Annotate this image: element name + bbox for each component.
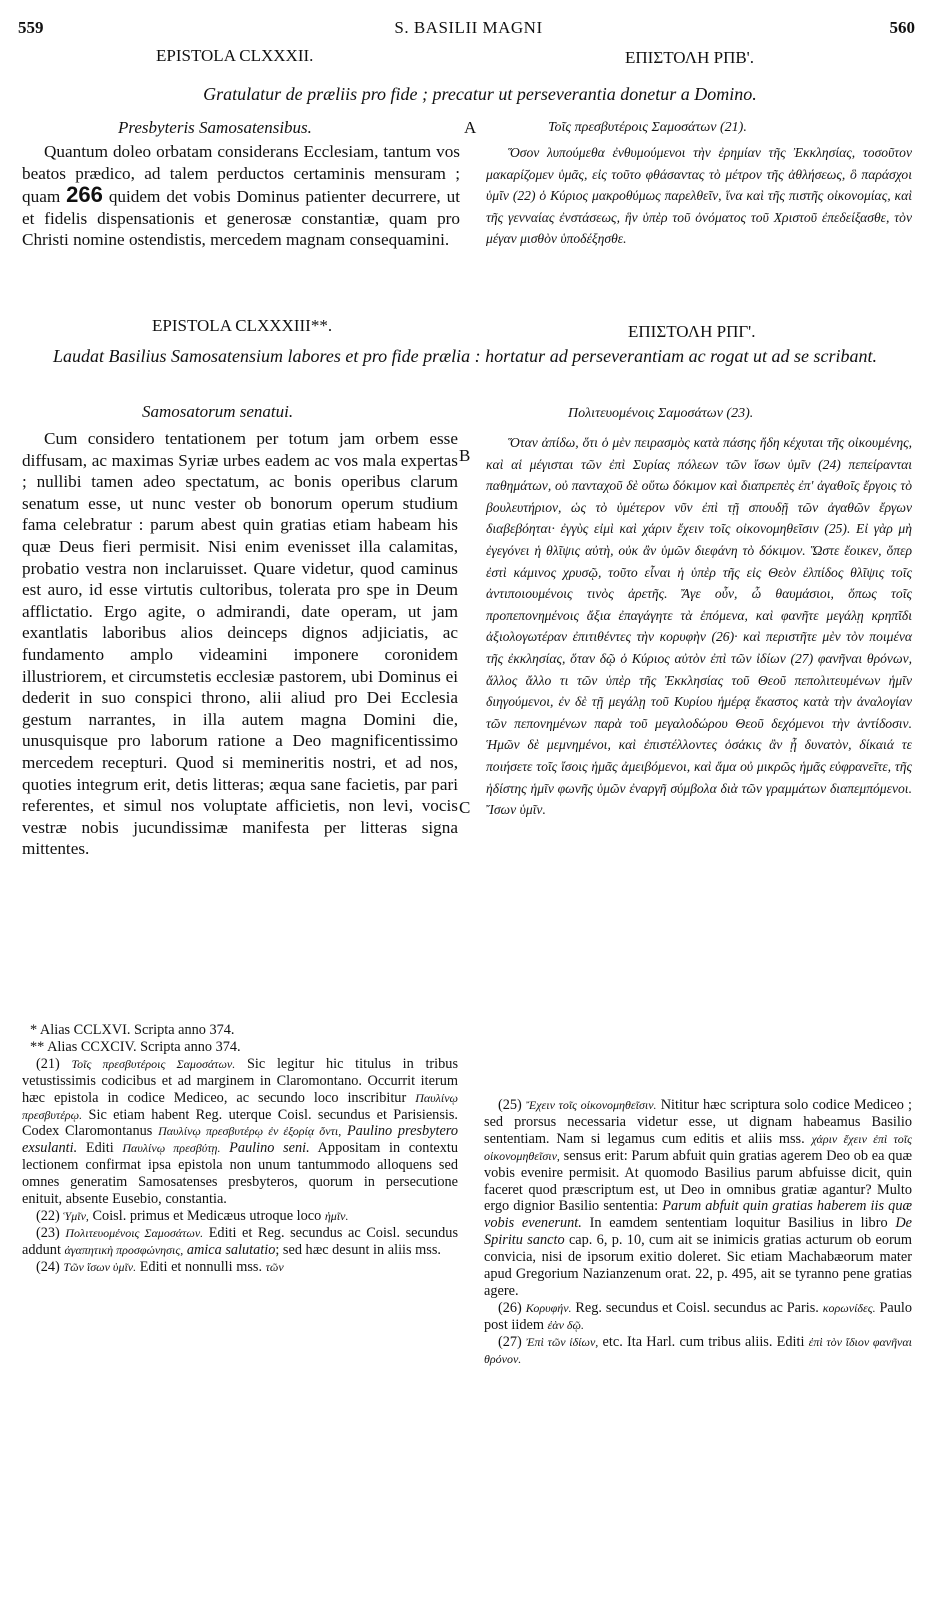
alias-note-2: ** Alias CCXCIV. Scripta anno 374. xyxy=(30,1038,241,1055)
epistle-182-greek-text: Ὅσον λυπούμεθα ἐνθυμούμενοι τὴν ἐρημίαν τῆς Ἐκκλησίας, τοσοῦτον μακαρίζομεν ὑμᾶς, εἰς τοῦτο φθάσαντας τὸ μέτρον τῆς ἀθλήσεως, ὃ παράσχοι ὑμῖν (22) ὁ Κύριος μακροθύμως παρελθεῖν, ἵνα καὶ τῆς πιστῆς οἰκονομίας, καὶ τῆς γενναίας ἐνστάσεως, ἣν ὑπὲρ τοῦ ὀνόματος τοῦ Χριστοῦ ἐπεδείξασθε, τὸν μέγαν μισθὸν ὑποδέξησθε. xyxy=(486,145,912,247)
epistle-183-latin-address: Samosatorum senatui. xyxy=(142,402,294,421)
epistle-182-latin-title: EPISTOLA CLXXXII. xyxy=(156,46,314,65)
epistle-182-latin-address: Presbyteris Samosatensibus. xyxy=(118,118,312,137)
margin-marker-a: A xyxy=(464,118,477,137)
page-number-right: 560 xyxy=(889,18,915,37)
footnote-21: (21) Τοῖς πρεσβυτέροις Σαμοσάτων. Sic legitur hic titulus in tribus vetustissimis codicibus et ad marginem in Claromontano. Occurrit iterum hæc epistola in codice Mediceo, ac secundo loco inscribitur Παυλίνῳ πρεσβυτέρῳ. Sic etiam habent Reg. uterque Coisl. secundus et Parisiensis. Codex Claromontanus Παυλίνῳ πρεσβυτέρῳ ἐν ἐξορίᾳ ὄντι, Paulino presbytero exsulanti. Editi Παυλίνῳ πρεσβύτῃ. Paulino seni. Appositam in contextu lectionem confirmat ipsa epistola non unum tantummodo alloquens sed omnes generatim Samosatenses presbyteros, quorum in persecutione enituit, absente Eusebio, constantia. xyxy=(22,1055,459,1208)
footnotes-right xyxy=(484,1097,912,1368)
footnote-24: (24) Τῶν ἴσων ὑμῖν. Editi et nonnulli mss. τῶν xyxy=(36,1258,284,1275)
epistle-182-latin-text: Quantum doleo orbatam considerans Ecclesiam, tantum vos beatos prædico, ad talem perductos certaminis mensuram ; quam 266 quidem det vobis Dominus patienter decurrere, ut et fidelis dispensationis et generosæ constantiæ, quam pro Christi nomine ostendistis, mercedem magnam consequamini. xyxy=(22,142,460,250)
footnote-26: (26) Κορυφήν. Reg. secundus et Coisl. secundus ac Paris. κορωνίδες. Paulo post iidem ἐὰν δῷ. xyxy=(484,1299,913,1333)
epistle-183-latin-text: Cum considero tentationem per totum jam orbem esse diffusam, ac maximas Syriæ urbes eadem ac vos mala expertas ; nullibi tamen adeo spectatum, ac bonis operibus clarum senatum esse, ut nunc vester ob bonorum operum studium fama celebratur : parum abest quin gratias etiam habeam his quæ Deus fieri permisit. Nisi enim evenisset illa calamitas, probatio vestra non inclaruisset. Quare videtur, quod caminus est auro, id esse virtutis cultoribus, tolerata pro spe in Deum afflictatio. Ergo agite, o admirandi, date operam, ut jam exantlatis laboribus alios deinceps dignos adjiciatis, ac fundamento amplo videamini imponere coronidem illustriorem, et circumstetis ecclesiæ pastorem, ubi Dominus ei dederit in suo conspici throno, alii aliud pro Dei Ecclesia gestum narrantes, in illa autem magna Domini die, unusquisque pro laborum ratione a Deo magnificentissimo mercedem recepturi. Quod si memineritis nostri, et ad nos, quoties integrum erit, detis litteras; æqua sane facietis, par pari referentes, et simul nos voluptate afficietis, non levi, vocis vestræ nobis jucundissimæ manifesta per litteras signa mittentes. xyxy=(22,429,458,859)
page-number-left: 559 xyxy=(18,18,44,37)
epistle-182-greek-title: ΕΠΙΣΤΟΛΗ ΡΠΒ'. xyxy=(625,48,754,67)
epistle-183-summary: Laudat Basilius Samosatensium labores et pro fide prælia : hortatur ad perseverantiam ac rogat ut ad se scribant. xyxy=(53,346,877,366)
column-number: 266 xyxy=(66,182,103,208)
footnote-22: (22) Ὑμῖν, Coisl. primus et Medicæus utroque loco ἡμῖν. xyxy=(36,1207,349,1224)
footnote-23: (23) Πολιτευομένοις Σαμοσάτων. Editi et Reg. secundus ac Coisl. secundus addunt ἀγαπητικὴ προσφώνησις, amica salutatio; sed hæc desunt in aliis mss. xyxy=(22,1224,459,1258)
epistle-183-greek-text: Ὅταν ἀπίδω, ὅτι ὁ μὲν πειρασμὸς κατὰ πάσης ἤδη κέχυται τῆς οἰκουμένης, καὶ αἱ μέγισται τῶν ἐπὶ Συρίας πόλεων τῶν ἴσων ὑμῖν (24) πεπείρανται παθημάτων, οὐ πανταχοῦ δὲ οὕτω δόκιμον καὶ διαπρεπὲς ἐπ' ἀγαθοῖς ἔργοις τὸ βουλευτήριον, ὡς τὸ ὑμέτερον νῦν ἐπὶ τῇ σπουδῇ τῶν ἀγαθῶν ἔργων διαβεβόηται· ἐγγὺς εἰμὶ καὶ χάριν ἔχειν τοῖς οἰκονομηθεῖσιν (25). Εἰ γὰρ μὴ ἐγεγόνει ἡ θλῖψις αὐτὴ, οὐκ ἂν ὑμῶν διεφάνη τὸ δόκιμον. Ὥστε ἔοικεν, ὅπερ ἐστὶ κάμινος χρυσῷ, τοῦτο εἶναι ἡ ὑπὲρ τῆς εἰς Θεὸν ἐλπίδος θλῖψις τοῖς ἀντιποιουμένοις τινὸς ἀρετῆς. Ἄγε οὖν, ὦ θαυμάσιοι, ὅπως τοῖς προπεπονημένοις ἄξια ἐπαγάγητε τὰ ἑπόμενα, καὶ φανῆτε μεγάλῃ κρηπῖδι ἀξιολογωτέραν ἐπιτιθέντες τὴν κορυφὴν (26)· καὶ περιστῆτε μὲν τὸν ποιμένα τῆς ἐκκλησίας, ὅταν δῷ ὁ Κύριος αὐτὸν ἐπὶ τῶν ἰδίων (27) φανῆναι θρόνων, ἄλλος ἄλλο τι τῶν ὑπὲρ τῆς Ἐκκλησίας τοῦ Θεοῦ πεπολιτευμένων ἡμῖν διηγούμενοι, ἐν δὲ τῇ μεγάλῃ τοῦ Κυρίου ἡμέρᾳ ἕκαστος κατὰ τὴν ἀναλογίαν τῶν πεπονημένων παρὰ τοῦ μεγαλοδώρου Θεοῦ δεχόμενοι τὴν ἀντίδοσιν. Ἡμῶν δὲ μεμνημένοι, καὶ ἐπιστέλλοντες ὁσάκις ἂν ᾖ δυνατὸν, δίκαιά τε ποιήσετε τοῖς ἴσοις ἡμᾶς ἀμειβόμενοι, καὶ ἅμα οὐ μικρῶς ἡμᾶς εὐφρανεῖτε, τῆς ἡδίστης ἡμῖν φωνῆς ὑμῶν ἐναργῆ σύμβολα διὰ τῶν γραμμάτων διαπεμπόμενοι. Ἴσων ὑμῖν. xyxy=(486,435,912,818)
margin-marker-b: B xyxy=(459,446,471,465)
footnote-27: (27) Ἐπὶ τῶν ἰδίων, etc. Ita Harl. cum tribus aliis. Editi ἐπὶ τὸν ἴδιον φανῆναι θρόνον. xyxy=(484,1333,913,1366)
epistle-182-summary: Gratulatur de præliis pro fide ; precatur ut perseverantia donetur a Domino. xyxy=(203,84,757,104)
alias-note-1: * Alias CCLXVI. Scripta anno 374. xyxy=(30,1022,235,1038)
margin-marker-c: C xyxy=(459,798,471,817)
running-title: S. BASILII MAGNI xyxy=(394,18,543,37)
epistle-183-greek-address: Πολιτευομένοις Σαμοσάτων (23). xyxy=(568,406,754,421)
footnotes-left xyxy=(22,1022,458,1276)
epistle-183-greek-title: ΕΠΙΣΤΟΛΗ ΡΠΓ'. xyxy=(628,322,756,341)
epistle-183-latin-title: EPISTOLA CLXXXIII**. xyxy=(152,316,333,335)
epistle-182-greek-address: Τοῖς πρεσβυτέροις Σαμοσάτων (21). xyxy=(548,120,747,135)
footnote-25: (25) Ἔχειν τοῖς οἰκονομηθεῖσιν. Nititur hæc scriptura solo codice Mediceo ; sed prorsus necessaria videtur esse, ut dignam habeamus Basilio sententiam. Nam si legamus cum editis et aliis mss. χάριν ἔχειν ἐπὶ τοῖς οἰκονομηθεῖσιν, sensus erit: Parum abfuit quin gratias agerem Deo ob ea quæ vobis evenire permisit. At quomodo Basilius parum abfuisse dicit, quin faceret quod præscriptum est, ut Deo in omnibus gratiæ agantur? Multo ergo dignior Basilio sententia: Parum abfuit quin gratias haberem iis quæ vobis evenerunt. In eamdem sententiam loquitur Basilius in libro De Spiritu sancto cap. 6, p. 10, cum ait se inimicis gratias acturum ob eorum convicia, nisi de ipsorum exitio doleret. Sic etiam Machabæorum mater apud Gregorium Nazianzenum orat. 22, p. 495, ait se tyranno pene gratias agere. xyxy=(484,1097,913,1299)
